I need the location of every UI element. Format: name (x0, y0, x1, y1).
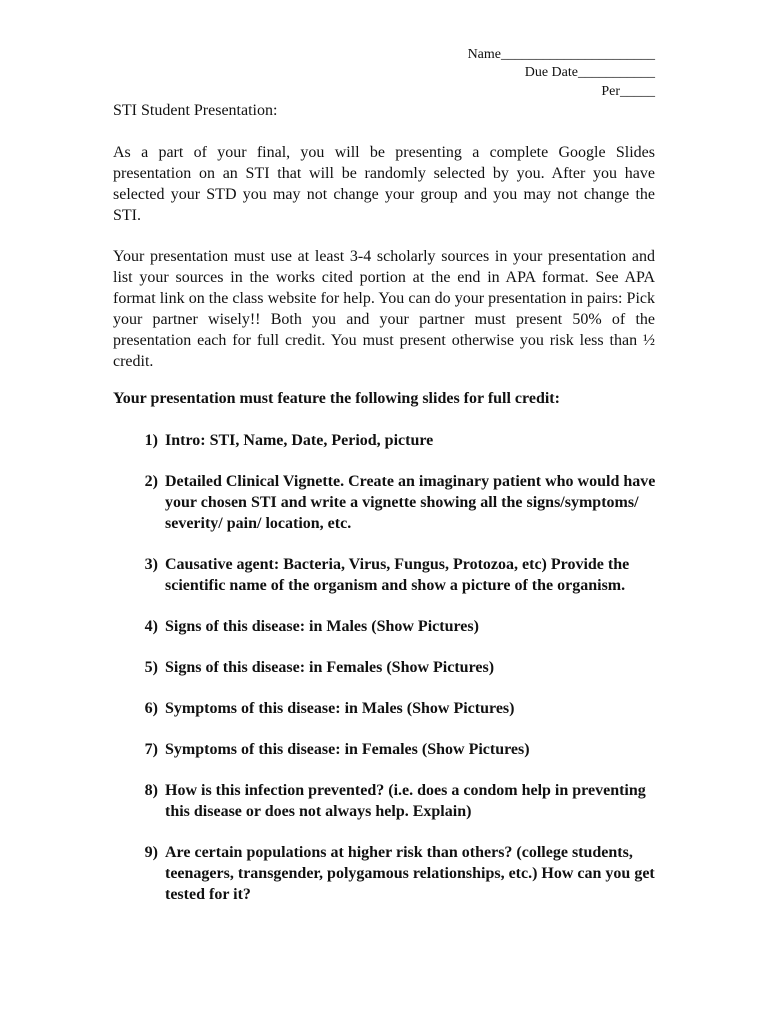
name-field-label: Name______________________ (467, 47, 655, 62)
list-item-text: Symptoms of this disease: in Females (Show Pictures) (165, 741, 530, 758)
list-item-text: How is this infection prevented? (i.e. does a condom help in preventing this disease or does not always help. Explain) (165, 782, 646, 820)
list-item-text: Detailed Clinical Vignette. Create an imaginary patient who would have your chosen STI and write a vignette showing all the signs/symptoms/ severity/ pain/ location, etc. (165, 473, 656, 532)
list-item (113, 842, 658, 905)
period-field-label: Per_____ (601, 84, 655, 99)
document-title: STI Student Presentation: (113, 102, 278, 119)
list-item-number: 7) (144, 741, 158, 758)
list-item (113, 616, 658, 637)
slides-list-heading: Your presentation must feature the following slides for full credit: (113, 390, 560, 407)
list-item-text: Causative agent: Bacteria, Virus, Fungus, Protozoa, etc) Provide the scientific name of the organism and show a picture of the organism. (165, 556, 630, 594)
list-item-number: 4) (144, 618, 158, 635)
list-item (113, 471, 658, 534)
requirements-paragraph: Your presentation must use at least 3-4 scholarly sources in your presentation and list your sources in the works cited portion at the end in APA format. See APA format link on the class website for help. You can do your presentation in pairs: Pick your partner wisely!! Both you and your partner must present 50% of the presentation each for full credit. You must present otherwise you risk less than ½ credit. (113, 248, 655, 370)
list-item (113, 739, 658, 760)
list-item-number: 3) (144, 556, 158, 573)
list-item-number: 2) (144, 473, 158, 490)
list-item-text: Signs of this disease: in Females (Show Pictures) (165, 659, 495, 676)
slides-list (113, 430, 658, 925)
list-item-text: Signs of this disease: in Males (Show Pictures) (165, 618, 479, 635)
intro-paragraph: As a part of your final, you will be presenting a complete Google Slides presentation on an STI that will be randomly selected by you. After you have selected your STD you may not change your group and you may not change the STI. (113, 144, 655, 224)
list-item-text: Intro: STI, Name, Date, Period, picture (165, 432, 434, 449)
list-item-number: 1) (144, 432, 158, 449)
list-item (113, 554, 658, 596)
list-item-number: 5) (144, 659, 158, 676)
list-item-text: Symptoms of this disease: in Males (Show Pictures) (165, 700, 515, 717)
list-item (113, 430, 658, 451)
list-item-number: 6) (144, 700, 158, 717)
due-date-field-label: Due Date___________ (524, 65, 655, 80)
list-item (113, 698, 658, 719)
list-item (113, 657, 658, 678)
list-item-text: Are certain populations at higher risk than others? (college students, teenagers, transgender, polygamous relationships, etc.) How can you get tested for it? (165, 844, 655, 903)
list-item-number: 8) (144, 782, 158, 799)
list-item-number: 9) (144, 844, 158, 861)
list-item (113, 780, 658, 822)
